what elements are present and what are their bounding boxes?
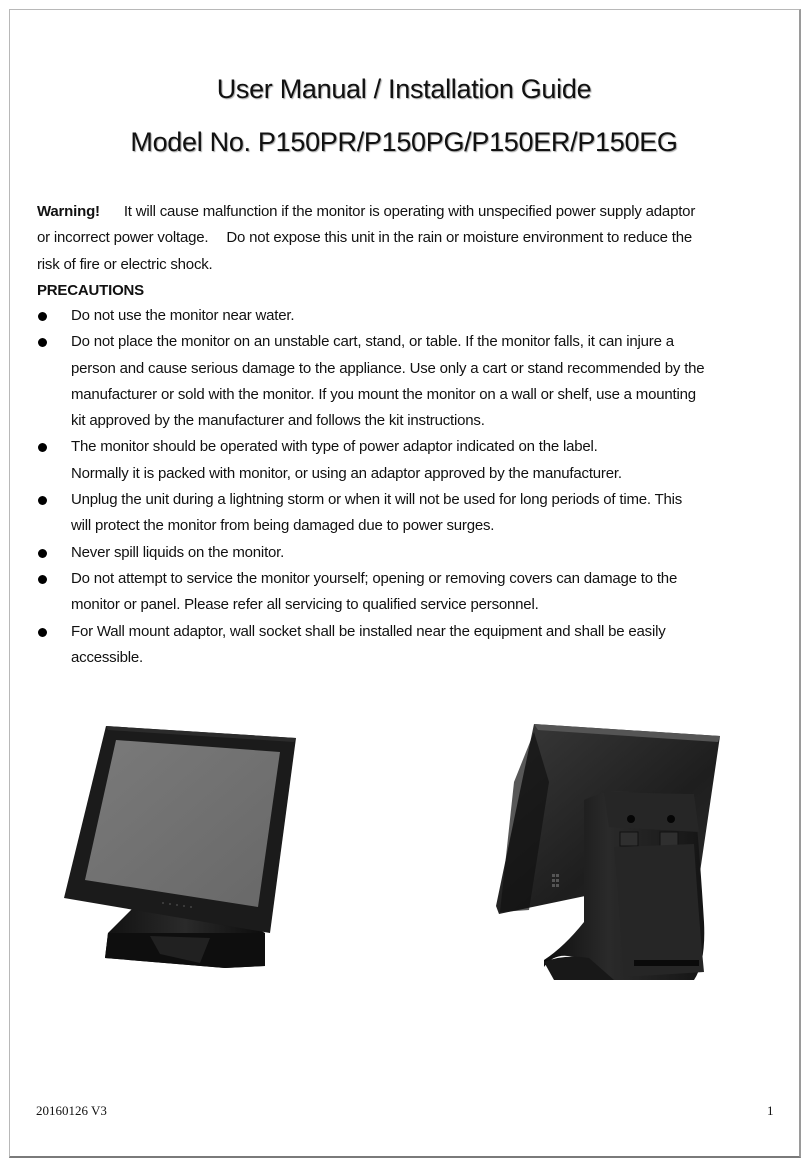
precaution-item: Do not place the monitor on an unstable cart, stand, or table. If the monitor falls, it can injure a person and cause serious damage to the appliance. Use only a cart or stand recommended by the manufacturer or sold with the monitor. If you mount the monitor on a wall or shelf, use a mounting kit approved by the manufacturer and follows the kit instructions. bbox=[37, 329, 782, 434]
bullet-icon bbox=[38, 575, 47, 584]
warning-paragraph bbox=[37, 199, 777, 304]
precaution-item: For Wall mount adaptor, wall socket shall be installed near the equipment and shall be easily accessible. bbox=[37, 619, 782, 672]
precaution-item: Unplug the unit during a lightning storm or when it will not be used for long periods of time. This will protect the monitor from being damaged due to power surges. bbox=[37, 487, 782, 540]
warning-line: Do not expose this unit in the rain or moisture environment to reduce the bbox=[226, 229, 693, 247]
bullet-icon bbox=[38, 628, 47, 637]
precaution-item: The monitor should be operated with type of power adaptor indicated on the label. Normally it is packed with monitor, or using an adaptor approved by the manufacturer. bbox=[37, 434, 782, 487]
bullet-icon bbox=[38, 312, 47, 321]
precaution-item: Never spill liquids on the monitor. bbox=[37, 540, 782, 566]
footer-version: 20160126 V3 bbox=[36, 1103, 107, 1118]
precaution-item: Do not use the monitor near water. bbox=[37, 303, 782, 329]
page-number: 1 bbox=[767, 1103, 774, 1118]
precaution-item: Do not attempt to service the monitor yourself; opening or removing covers can damage to the monitor or panel. Please refer all servicing to qualified service personnel. bbox=[37, 566, 782, 619]
warning-line: It will cause malfunction if the monitor is operating with unspecified power supply adaptor bbox=[123, 203, 696, 220]
monitor-rear-icon bbox=[494, 722, 722, 984]
monitor-front-icon bbox=[60, 718, 310, 968]
warning-line: risk of fire or electric shock. bbox=[37, 255, 213, 273]
bullet-icon bbox=[38, 338, 47, 347]
precautions-heading: PRECAUTIONS bbox=[37, 281, 144, 299]
model-number-title: Model No. P150PR/P150PG/P150ER/P150EG bbox=[130, 127, 678, 157]
monitor-front-image bbox=[60, 718, 310, 968]
warning-line: or incorrect power voltage. bbox=[37, 229, 209, 247]
document-title: User Manual / Installation Guide bbox=[216, 74, 592, 104]
precautions-list bbox=[37, 303, 782, 671]
bullet-icon bbox=[38, 443, 47, 452]
monitor-rear-image bbox=[494, 722, 722, 984]
bullet-icon bbox=[38, 496, 47, 505]
bullet-icon bbox=[38, 549, 47, 558]
warning-label: Warning! bbox=[37, 203, 100, 220]
